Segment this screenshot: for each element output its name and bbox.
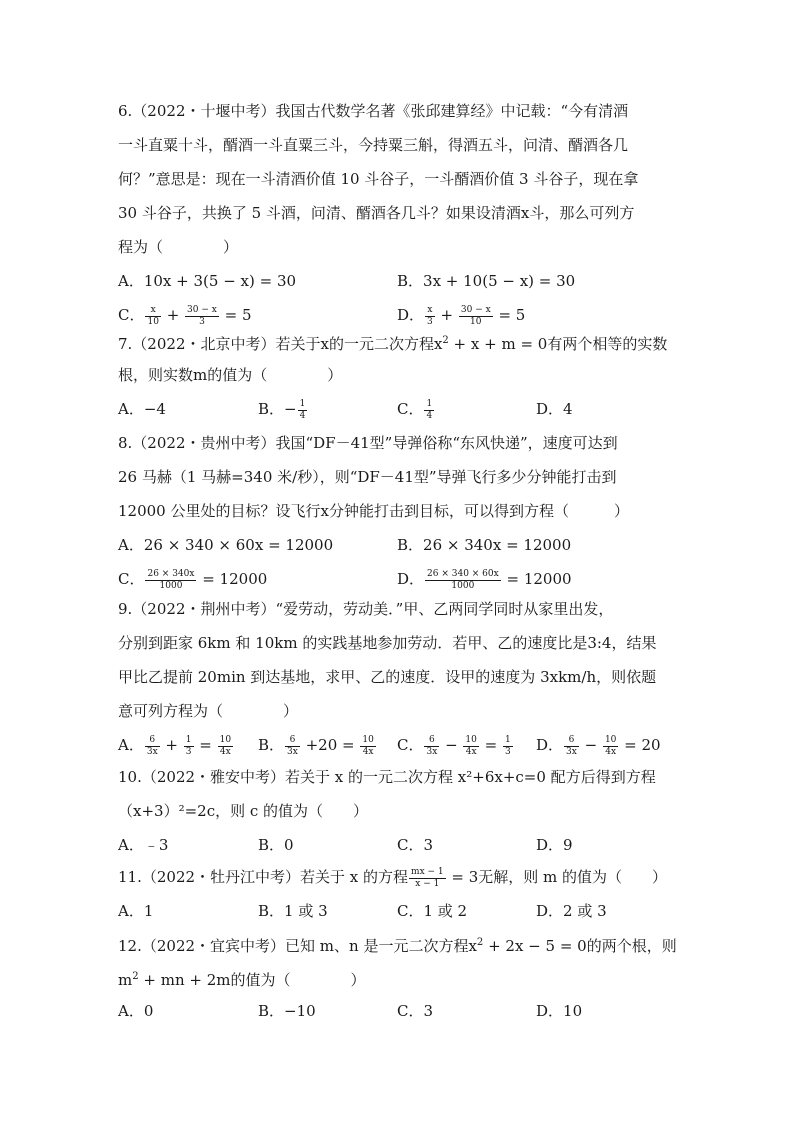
fraction: $\frac{x}{3}$: [427, 304, 433, 327]
question-11-options: [118, 894, 678, 928]
option-c: C． $\frac{26 \times 340x}{1000}$ = 12000: [118, 568, 268, 591]
question-7-line-1: 7.（2022・北京中考）若关于x的一元二次方程$x^2 + x + m = 0$有两个相等的实数: [118, 335, 668, 353]
option-b: B．3x + 10(5 − x) = 30: [397, 272, 576, 290]
fraction: $\frac{1}{3}$: [504, 734, 511, 757]
fraction: $\frac{6}{3x}$: [566, 734, 577, 757]
option-b: B．−10: [258, 1002, 316, 1020]
question-9: [118, 592, 678, 762]
option-a: A．0: [118, 1002, 154, 1020]
option-b: B．26 × 340x = 12000: [397, 536, 572, 554]
fraction: $\frac{1}{4}$: [299, 398, 306, 421]
option-a: A．1: [118, 902, 154, 920]
option-d: D．4: [536, 400, 573, 418]
question-7-line-2: 根，则实数m的值为（ ）: [118, 366, 343, 384]
question-12: [118, 926, 678, 1028]
option-d: D． $\frac{x}{3}$ + $\frac{30 - x}{10}$ = 5: [397, 304, 526, 327]
option-b: B．1 或 3: [258, 902, 328, 920]
question-12-line-1: 12.（2022・宜宾中考）已知 m、n 是一元二次方程$x^2 + 2x - 5 = 0$的两个根，则: [118, 937, 677, 955]
fraction: $\frac{10}{4x}$: [362, 734, 374, 757]
question-12-options: [118, 994, 678, 1028]
option-c: C． $\frac{6}{3x}$ − $\frac{10}{4x}$ = $\frac{1}{3}$: [397, 734, 511, 757]
question-9-options: [118, 728, 678, 762]
option-a: A． $\frac{6}{3x}$ + $\frac{1}{3}$ = $\frac{10}{4x}$: [118, 734, 232, 757]
question-6-line-2: 一斗直粟十斗，醑酒一斗直粟三斗，今持粟三斛，得酒五斗，问清、醑酒各几: [118, 136, 629, 154]
fraction: $\frac{6}{3x}$: [426, 734, 438, 757]
option-c: C．3: [397, 1002, 434, 1020]
option-d: D．9: [536, 836, 573, 854]
question-7: [118, 324, 678, 426]
question-11-line-1: 11.（2022・牡丹江中考）若关于 x 的方程 $\frac{mx - 1}{x - 1}$ = 3无解，则 m 的值为（ ）: [118, 866, 668, 889]
fraction: $\frac{6}{3x}$: [287, 734, 298, 757]
fraction: $\frac{30 - x}{10}$: [460, 304, 491, 327]
question-8-options-row-1: [118, 528, 678, 562]
question-8-line-1: 8.（2022・贵州中考）我国“DF－41型”导弹俗称“东风快递”，速度可达到: [118, 434, 618, 452]
fraction: $\frac{10}{4x}$: [604, 734, 617, 757]
question-7-options: [118, 392, 678, 426]
question-8-line-3: 12000 公里处的目标？设飞行x分钟能打击到目标，可以得到方程（ ）: [118, 502, 629, 520]
fraction: $\frac{30 - x}{3}$: [187, 304, 217, 327]
option-c: C．3: [397, 836, 434, 854]
fraction: $\frac{mx - 1}{x - 1}$: [411, 866, 444, 889]
question-9-line-1: 9.（2022・荆州中考）“爱劳动，劳动美．”甲、乙两同学同时从家里出发，: [118, 600, 614, 618]
question-9-line-3: 甲比乙提前 20min 到达基地，求甲、乙的速度．设甲的速度为 3xkm/h，则依题: [118, 668, 657, 686]
option-a: A．−4: [118, 400, 166, 418]
question-8: [118, 426, 678, 596]
option-b: B．− $\frac{1}{4}$: [258, 398, 306, 421]
option-c: C． $\frac{1}{4}$: [397, 398, 433, 421]
option-d: D． $\frac{26 \times 340 \times 60x}{1000}$ = 12000: [397, 568, 572, 591]
question-8-options-row-2: [118, 562, 678, 596]
question-6-options-row-1: [118, 264, 678, 298]
fraction: $\frac{1}{3}$: [185, 734, 192, 757]
question-10: [118, 760, 678, 862]
question-9-line-2: 分别到距家 6km 和 10km 的实践基地参加劳动．若甲、乙的速度比是3:4，结果: [118, 634, 657, 652]
question-10-line-2: （x+3）²=2c，则 c 的值为（ ）: [118, 802, 369, 820]
fraction: $\frac{10}{4x}$: [219, 734, 232, 757]
option-a: A．10x + 3(5 − x) = 30: [118, 272, 297, 290]
option-a: A．26 × 340 × 60x = 12000: [118, 536, 334, 554]
option-d: D．10: [536, 1002, 583, 1020]
fraction: $\frac{26 \times 340 \times 60x}{1000}$: [427, 568, 499, 591]
question-6-line-5: 程为（ ）: [118, 238, 239, 256]
question-10-options: [118, 828, 678, 862]
option-b: B．0: [258, 836, 294, 854]
question-9-line-4: 意可列方程为（ ）: [118, 702, 299, 720]
question-6-line-4: 30 斗谷子，共换了 5 斗酒，问清、醑酒各几斗？如果设清酒x斗，那么可列方: [118, 204, 635, 222]
question-10-line-1: 10.（2022・雅安中考）若关于 x 的一元二次方程 x²+6x+c=0 配方后得到方程: [118, 768, 656, 786]
question-6: [118, 94, 678, 332]
option-b: B． $\frac{6}{3x}$ +20 = $\frac{10}{4x}$: [258, 734, 374, 757]
option-a: A．﹣3: [118, 836, 169, 854]
option-c: C． $\frac{x}{10}$ + $\frac{30 - x}{3}$ = 5: [118, 304, 252, 327]
fraction: $\frac{1}{4}$: [426, 398, 433, 421]
question-8-line-2: 26 马赫（1 马赫=340 米/秒），则“DF－41型”导弹飞行多少分钟能打击到: [118, 468, 617, 486]
fraction: $\frac{10}{4x}$: [465, 734, 477, 757]
option-d: D． $\frac{6}{3x}$ − $\frac{10}{4x}$ = 20: [536, 734, 661, 757]
fraction: $\frac{26 \times 340x}{1000}$: [147, 568, 195, 591]
option-c: C．1 或 2: [397, 902, 468, 920]
question-6-line-3: 何？”意思是：现在一斗清酒价值 10 斗谷子，一斗醑酒价值 3 斗谷子，现在拿: [118, 170, 639, 188]
fraction: $\frac{6}{3x}$: [146, 734, 158, 757]
question-11: [118, 860, 678, 928]
option-d: D．2 或 3: [536, 902, 607, 920]
fraction: $\frac{x}{10}$: [147, 304, 159, 327]
question-6-line-1: 6.（2022・十堰中考）我国古代数学名著《张邱建算经》中记载：“今有清酒: [118, 102, 629, 120]
question-12-line-2: $m^2$ + mn + 2m的值为（ ）: [118, 971, 366, 989]
